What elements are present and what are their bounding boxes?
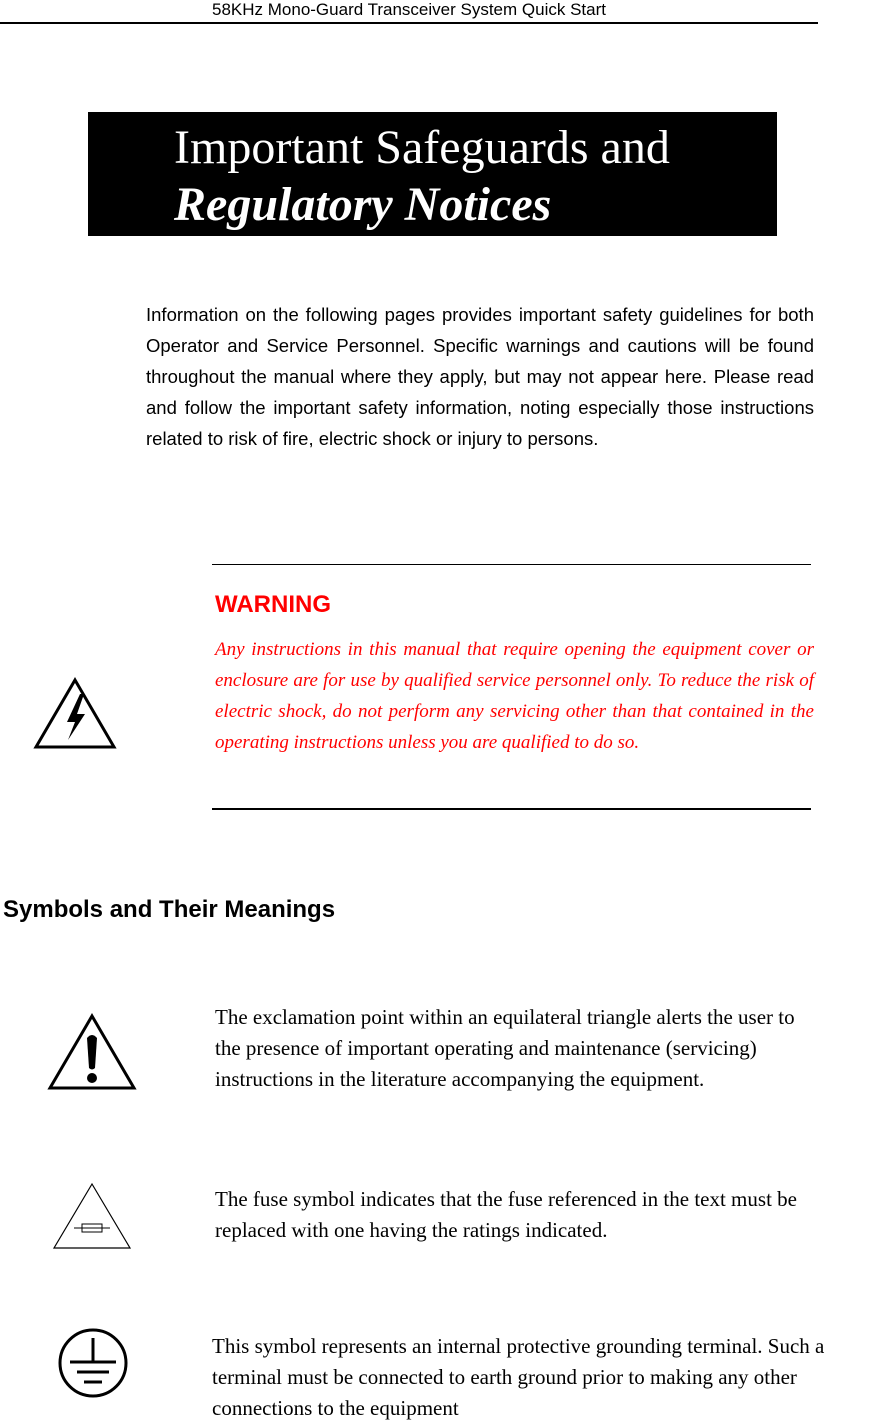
symbol-description-exclamation: The exclamation point within an equilateral triangle alerts the user to the presence of important operating and maintenance (servicing) instructions in the literature accompanying the equipment. <box>215 1005 795 1091</box>
symbol-description-ground: This symbol represents an internal protective grounding terminal. Such a terminal must be connected to earth ground prior to making any other connections to the equipment <box>212 1334 825 1420</box>
title-line-2: Regulatory Notices <box>174 178 552 231</box>
running-header-title: 58KHz Mono-Guard Transceiver System Quick Start <box>212 0 606 19</box>
symbols-heading: Symbols and Their Meanings <box>3 896 336 923</box>
running-header <box>0 0 818 24</box>
exclamation-triangle-icon <box>46 1012 138 1094</box>
warning-text: Any instructions in this manual that require opening the equipment cover or enclosure are for use by qualified service personnel only. To reduce the risk of electric shock, do not perform any servicing other than that contained in the operating instructions unless you are qualified to do so. <box>215 639 814 753</box>
intro-paragraph: Information on the following pages provides important safety guidelines for both Operator and Service Personnel. Specific warnings and cautions will be found throughout the manual where they apply, but may not appear here. Please read and follow the important safety information, noting especially those instructions related to risk of fire, electric shock or injury to persons. <box>146 304 814 449</box>
protective-ground-icon <box>56 1326 130 1400</box>
electric-shock-warning-icon <box>33 676 117 752</box>
warning-bottom-rule <box>212 808 811 810</box>
symbol-description-fuse: The fuse symbol indicates that the fuse referenced in the text must be replaced with one having the ratings indicated. <box>215 1187 797 1242</box>
title-line-1: Important Safeguards and <box>174 121 670 174</box>
warning-title: WARNING <box>215 591 331 618</box>
title-banner <box>88 112 777 236</box>
warning-top-rule <box>212 564 811 565</box>
fuse-symbol-icon <box>50 1178 134 1252</box>
